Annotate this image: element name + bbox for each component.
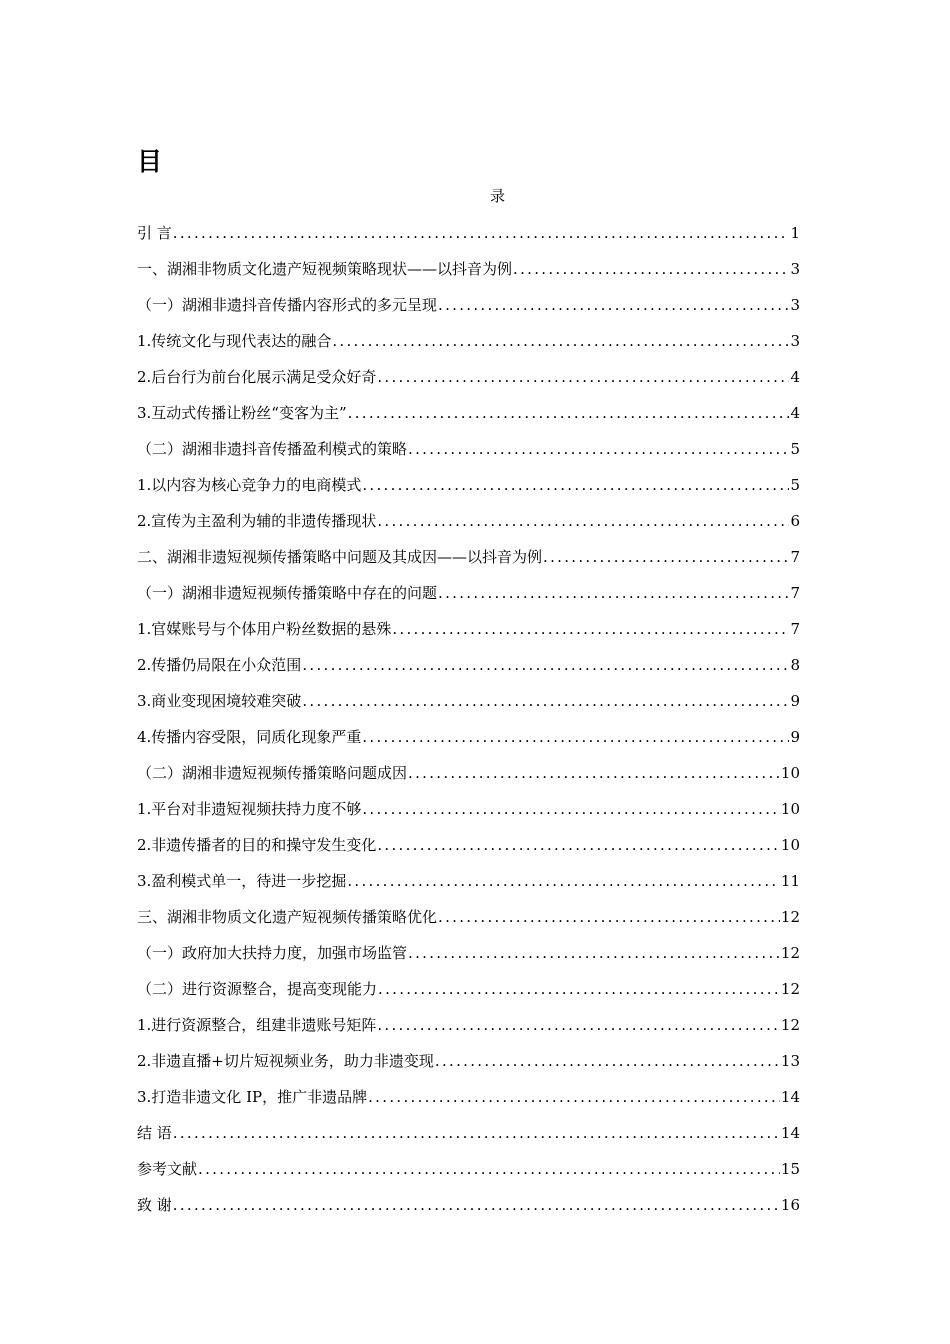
toc-entry[interactable] bbox=[137, 1115, 800, 1151]
toc-entry-page: 12 bbox=[780, 980, 800, 998]
toc-entry-page: 10 bbox=[780, 800, 800, 818]
toc-leader-dots bbox=[377, 1015, 780, 1035]
toc-entry-page: 3 bbox=[790, 296, 800, 314]
toc-entry-label: 三、湖湘非物质文化遗产短视频传播策略优化 bbox=[137, 908, 438, 926]
toc-entry[interactable] bbox=[137, 827, 800, 863]
toc-entry-page: 14 bbox=[780, 1088, 800, 1106]
toc-entry-page: 5 bbox=[790, 476, 800, 494]
toc-leader-dots bbox=[408, 439, 789, 459]
toc-entry-label: 4.传播内容受限，同质化现象严重 bbox=[137, 728, 362, 746]
toc-entry-page: 8 bbox=[790, 656, 800, 674]
toc-entry-page: 12 bbox=[780, 1016, 800, 1034]
toc-leader-dots bbox=[543, 547, 789, 567]
toc-entry-label: 结 语 bbox=[137, 1124, 172, 1142]
toc-entry[interactable] bbox=[137, 1079, 800, 1115]
toc-entry[interactable] bbox=[137, 683, 800, 719]
toc-entry-label: （一）政府加大扶持力度，加强市场监管 bbox=[137, 944, 408, 962]
toc-entry-page: 16 bbox=[780, 1196, 800, 1214]
toc-entry-label: 1.以内容为核心竞争力的电商模式 bbox=[137, 476, 362, 494]
toc-leader-dots bbox=[302, 655, 789, 675]
toc-entry-label: （一）湖湘非遗抖音传播内容形式的多元呈现 bbox=[137, 296, 438, 314]
toc-entry-label: （二）进行资源整合，提高变现能力 bbox=[137, 980, 378, 998]
toc-entry[interactable] bbox=[137, 431, 800, 467]
toc-leader-dots bbox=[302, 691, 789, 711]
toc-leader-dots bbox=[368, 1087, 780, 1107]
toc-entry-label: （二）湖湘非遗短视频传播策略问题成因 bbox=[137, 764, 408, 782]
toc-entry-page: 10 bbox=[780, 836, 800, 854]
toc-entry[interactable] bbox=[137, 251, 800, 287]
toc-entry-page: 4 bbox=[790, 368, 800, 386]
toc-entry-page: 9 bbox=[790, 728, 800, 746]
toc-entry[interactable] bbox=[137, 971, 800, 1007]
toc-entry-page: 15 bbox=[780, 1160, 800, 1178]
toc-entry-label: 二、湖湘非遗短视频传播策略中问题及其成因——以抖音为例 bbox=[137, 548, 543, 566]
toc-leader-dots bbox=[332, 331, 789, 351]
toc-entry-page: 13 bbox=[780, 1052, 800, 1070]
toc-leader-dots bbox=[408, 763, 780, 783]
toc-leader-dots bbox=[348, 403, 790, 423]
toc-entry-label: 3.打造非遗文化 IP，推广非遗品牌 bbox=[137, 1088, 368, 1106]
toc-leader-dots bbox=[435, 1051, 780, 1071]
toc-entry[interactable] bbox=[137, 935, 800, 971]
toc-entry-label: 一、湖湘非物质文化遗产短视频策略现状——以抖音为例 bbox=[137, 260, 513, 278]
toc-entry[interactable] bbox=[137, 1007, 800, 1043]
toc-leader-dots bbox=[408, 943, 780, 963]
toc-entry[interactable] bbox=[137, 611, 800, 647]
toc-entry-page: 7 bbox=[790, 620, 800, 638]
toc-entry[interactable] bbox=[137, 467, 800, 503]
toc-leader-dots bbox=[392, 619, 789, 639]
toc-entry-page: 7 bbox=[790, 584, 800, 602]
toc-entry-label: 1.传统文化与现代表达的融合 bbox=[137, 332, 332, 350]
toc-entry[interactable] bbox=[137, 1151, 800, 1187]
toc-entry-page: 6 bbox=[790, 512, 800, 530]
toc-entry-page: 14 bbox=[780, 1124, 800, 1142]
toc-entry[interactable] bbox=[137, 503, 800, 539]
toc-entry[interactable] bbox=[137, 719, 800, 755]
toc-entry[interactable] bbox=[137, 755, 800, 791]
toc-leader-dots bbox=[362, 727, 789, 747]
toc-entry-page: 1 bbox=[790, 224, 800, 242]
toc-leader-dots bbox=[173, 1195, 780, 1215]
toc-title-main: 目 bbox=[137, 147, 163, 176]
toc-entry-page: 7 bbox=[790, 548, 800, 566]
toc-leader-dots bbox=[198, 1159, 780, 1179]
toc-entry-label: 2.传播仍局限在小众范围 bbox=[137, 656, 302, 674]
toc-title-sub: 录 bbox=[489, 187, 505, 205]
toc-entry-label: 2.宣传为主盈利为辅的非遗传播现状 bbox=[137, 512, 377, 530]
toc-entry-label: 1.平台对非遗短视频扶持力度不够 bbox=[137, 800, 362, 818]
toc-leader-dots bbox=[173, 223, 790, 243]
toc-entry-page: 4 bbox=[790, 404, 800, 422]
toc-entry[interactable] bbox=[137, 863, 800, 899]
toc-leader-dots bbox=[378, 979, 780, 999]
toc-entry[interactable] bbox=[137, 323, 800, 359]
toc-entry-label: （一）湖湘非遗短视频传播策略中存在的问题 bbox=[137, 584, 438, 602]
toc-entry-label: 引 言 bbox=[137, 224, 172, 242]
toc-entry[interactable] bbox=[137, 1187, 800, 1223]
toc-leader-dots bbox=[173, 1123, 780, 1143]
toc-entry[interactable] bbox=[137, 287, 800, 323]
toc-entry-label: 2.非遗传播者的目的和操守发生变化 bbox=[137, 836, 377, 854]
toc-leader-dots bbox=[513, 259, 789, 279]
toc-leader-dots bbox=[438, 907, 780, 927]
toc-entry[interactable] bbox=[137, 899, 800, 935]
toc-entry-label: 参考文献 bbox=[137, 1160, 198, 1178]
toc-entry-page: 10 bbox=[780, 764, 800, 782]
toc-leader-dots bbox=[438, 295, 789, 315]
toc-leader-dots bbox=[377, 367, 789, 387]
toc-entry[interactable] bbox=[137, 575, 800, 611]
toc-entry-label: （二）湖湘非遗抖音传播盈利模式的策略 bbox=[137, 440, 408, 458]
toc-entry-label: 1.进行资源整合，组建非遗账号矩阵 bbox=[137, 1016, 377, 1034]
toc-entry-label: 致 谢 bbox=[137, 1196, 172, 1214]
toc-entry-page: 3 bbox=[790, 260, 800, 278]
toc-entry[interactable] bbox=[137, 215, 800, 251]
toc-leader-dots bbox=[438, 583, 789, 603]
toc-entry-page: 3 bbox=[790, 332, 800, 350]
table-of-contents bbox=[137, 215, 800, 1223]
toc-entry-label: 2.后台行为前台化展示满足受众好奇 bbox=[137, 368, 377, 386]
toc-leader-dots bbox=[347, 871, 780, 891]
toc-entry-label: 2.非遗直播+切片短视频业务，助力非遗变现 bbox=[137, 1052, 434, 1070]
toc-entry-page: 11 bbox=[780, 872, 800, 890]
toc-leader-dots bbox=[377, 835, 780, 855]
toc-entry[interactable] bbox=[137, 791, 800, 827]
toc-entry-page: 9 bbox=[790, 692, 800, 710]
toc-entry-label: 3.商业变现困境较难突破 bbox=[137, 692, 302, 710]
toc-entry-page: 5 bbox=[790, 440, 800, 458]
toc-entry[interactable] bbox=[137, 539, 800, 575]
toc-leader-dots bbox=[362, 475, 789, 495]
toc-entry[interactable] bbox=[137, 359, 800, 395]
toc-entry-label: 3.盈利模式单一，待进一步挖掘 bbox=[137, 872, 347, 890]
toc-entry-page: 12 bbox=[780, 908, 800, 926]
toc-leader-dots bbox=[377, 511, 789, 531]
toc-entry[interactable] bbox=[137, 395, 800, 431]
toc-entry-label: 3.互动式传播让粉丝“变客为主” bbox=[137, 404, 347, 422]
toc-entry-label: 1.官媒账号与个体用户粉丝数据的悬殊 bbox=[137, 620, 392, 638]
toc-entry[interactable] bbox=[137, 647, 800, 683]
toc-entry[interactable] bbox=[137, 1043, 800, 1079]
toc-leader-dots bbox=[362, 799, 780, 819]
toc-entry-page: 12 bbox=[780, 944, 800, 962]
